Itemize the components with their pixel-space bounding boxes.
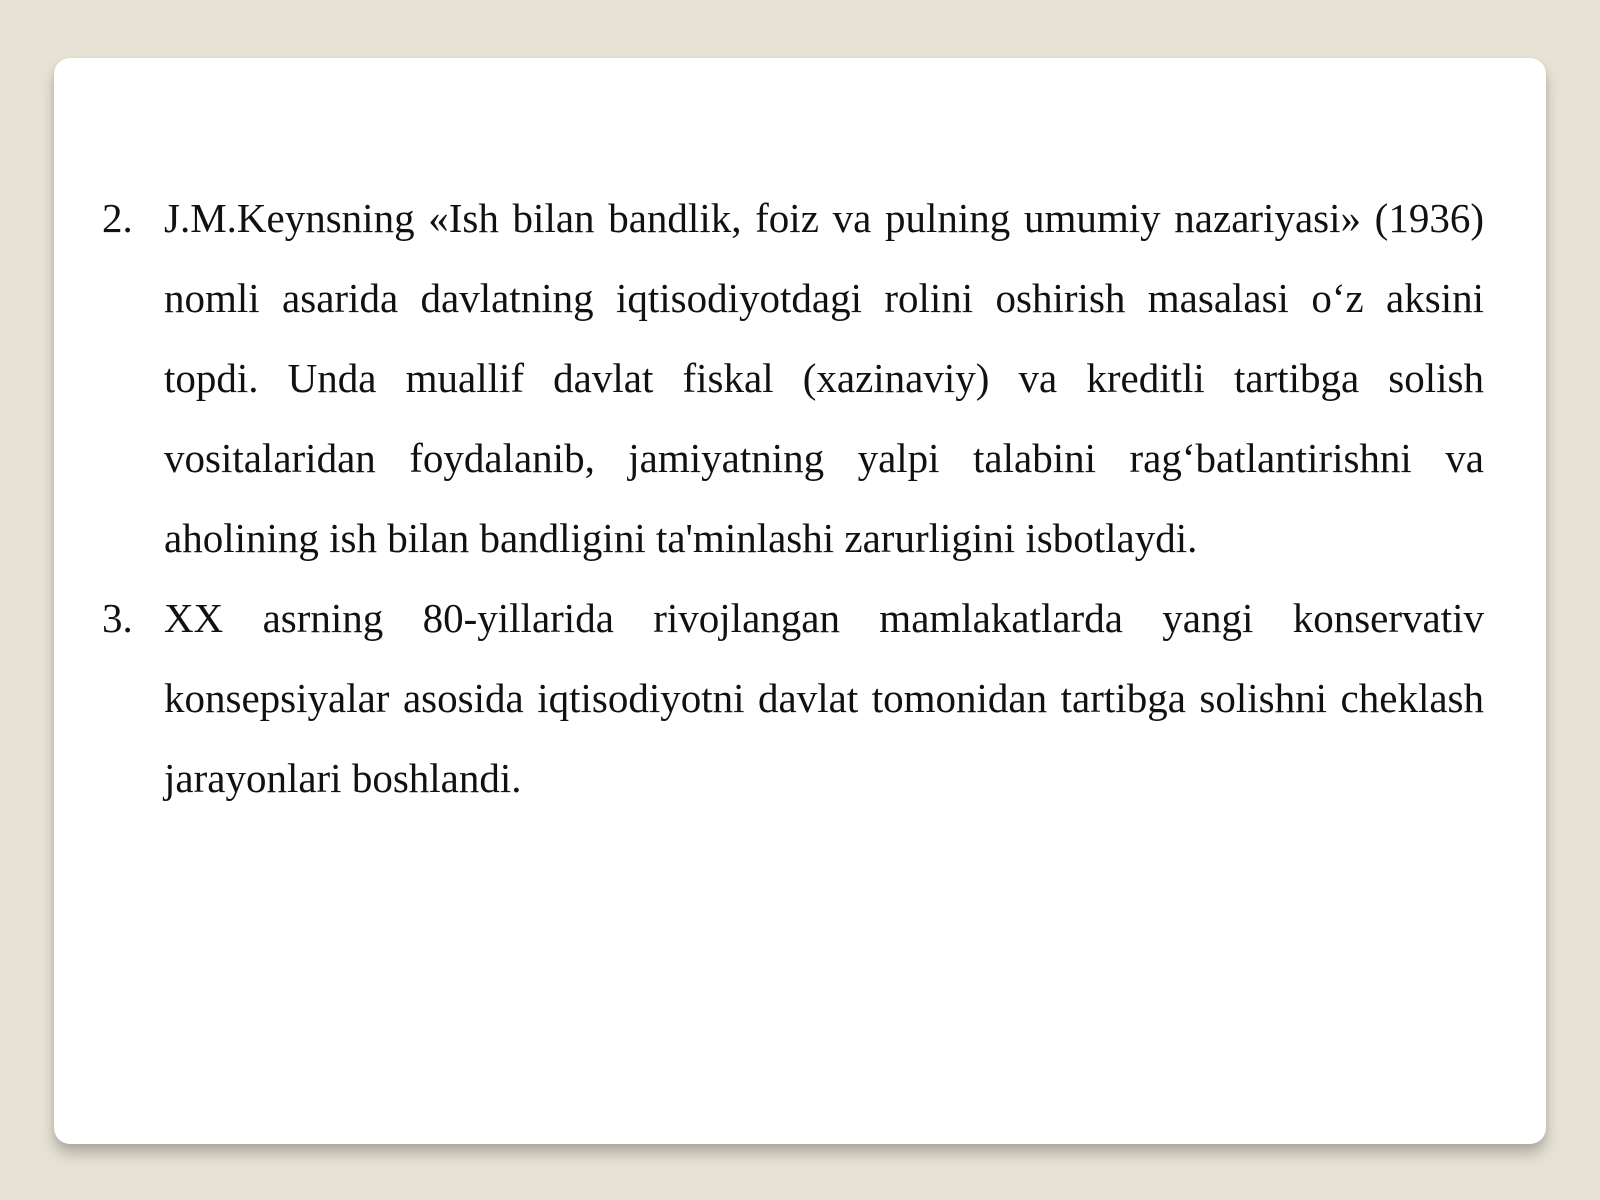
numbered-list (102, 178, 1484, 818)
slide-card (54, 58, 1546, 1144)
list-item (102, 178, 1484, 578)
list-item-text: J.M.Keynsning «Ish bilan bandlik, foiz va pulning umumiy nazariyasi» (1936) nomli asarida davlatning iqtisodiyotdagi rolini oshirish masalasi o‘z aksini topdi. Unda muallif davlat fiskal (xazinaviy) va kreditli tartibga solish vositalaridan foydalanib, jamiyatning yalpi talabini rag‘batlantirishni va aholining ish bilan bandligini ta'minlashi zarurligini isbotlaydi. (164, 195, 1484, 561)
list-item-number: 2. (102, 195, 133, 241)
slide-content (102, 178, 1484, 818)
list-item (102, 578, 1484, 818)
list-item-text: XX asrning 80-yillarida rivojlangan mamlakatlarda yangi konservativ konsepsiyalar asosida iqtisodiyotni davlat tomonidan tartibga solishni cheklash jarayonlari boshlandi. (164, 595, 1484, 801)
list-item-number: 3. (102, 595, 133, 641)
